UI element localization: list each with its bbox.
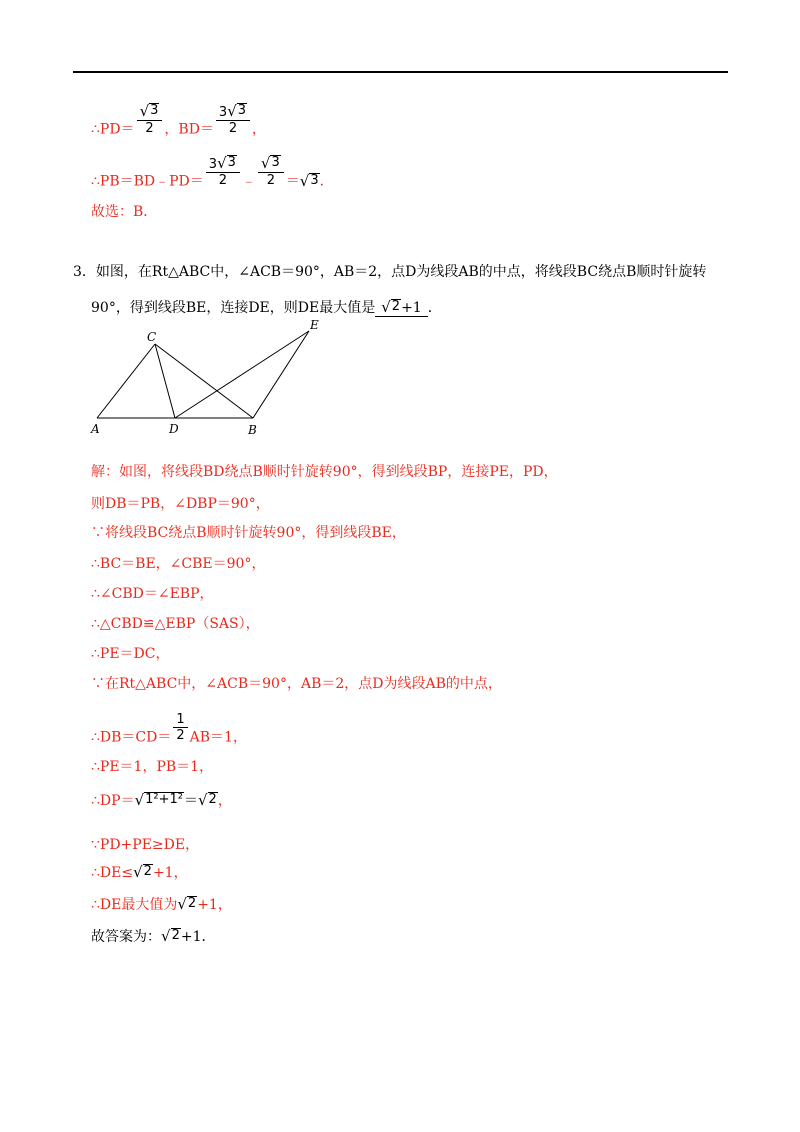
fraction-half: $\frac{1}{2}$ (173, 712, 187, 743)
fraction-pd: √ 3 2 (137, 103, 163, 136)
answer-blank: √ 2 +1 (375, 299, 427, 317)
fraction-pd-2: √ 3 2 (258, 155, 284, 188)
solution-line-1: 解：如图，将线段BD绕点B顺时针旋转90°，得到线段BP，连接PE，PD， (91, 464, 558, 480)
header-rule (73, 71, 728, 73)
question-number: 3． (73, 264, 96, 280)
label-e: E (310, 318, 319, 332)
segment-be (253, 331, 309, 418)
segment-cd (155, 344, 175, 418)
solution-line-14: ∴DE最大值为 √ 2 +1， (91, 895, 232, 913)
fraction-bd-2: 3 √ 3 2 (206, 155, 240, 188)
solution-line-11: ∴DP＝ √ 1²+1² ＝ √ 2 ， (91, 791, 232, 809)
solution-line-5: ∴∠CBD＝∠EBP， (91, 586, 214, 602)
fraction-bd: 3 √ 3 2 (216, 103, 250, 136)
prev-line-pb: ∴PB＝BD﹣PD＝ 3 √ 3 2 ﹣ √ 3 2 ＝ √ 3 ． (91, 154, 334, 190)
label-d: D (169, 422, 179, 436)
prev-line-pd-bd: ∴PD＝ √ 3 2 ，BD＝ 3 √ 3 2 ， (91, 102, 267, 138)
question-line-1: 3．如图，在Rt△ABC中，∠ACB＝90°，AB＝2，点D为线段AB的中点，将线段BC绕点B顺时针旋转 (73, 264, 707, 280)
solution-line-4: ∴BC＝BE，∠CBE＝90°， (91, 556, 266, 572)
solution-line-9: ∴DB＝CD＝ $\frac{1}{2}$ AB＝1， (91, 712, 247, 746)
sqrt-two: √ 2 (197, 791, 217, 809)
geometry-figure (85, 315, 325, 440)
label-c: C (147, 330, 157, 344)
solution-line-3: ∵将线段BC绕点B顺时针旋转90°，得到线段BE， (91, 525, 406, 541)
solution-line-2: 则DB＝PB，∠DBP＝90°， (91, 496, 270, 512)
solution-line-7: ∴PE＝DC， (91, 646, 170, 662)
solution-line-6: ∴△CBD≌△EBP（SAS）， (91, 616, 260, 632)
segment-ac (97, 344, 155, 418)
prev-choice: 故选：B． (91, 204, 158, 220)
solution-line-13: ∴DE≤ √ 2 +1， (91, 863, 188, 881)
sqrt-sum: √ 1²+1² (134, 791, 183, 809)
sqrt-result: √ 3 (299, 171, 319, 190)
solution-line-10: ∴PE＝1，PB＝1， (91, 759, 214, 775)
solution-line-12: ∵PD+PE≥DE， (91, 837, 200, 853)
segment-cb (155, 344, 253, 418)
solution-line-15: 故答案为： √ 2 +1． (91, 927, 216, 945)
solution-line-8: ∵在Rt△ABC中，∠ACB＝90°，AB＝2，点D为线段AB的中点， (91, 676, 502, 692)
label-a: A (91, 422, 100, 436)
question-line-2: 90°，得到线段BE，连接DE，则DE最大值是 √ 2 +1 ． (91, 298, 442, 316)
label-b: B (248, 423, 257, 437)
